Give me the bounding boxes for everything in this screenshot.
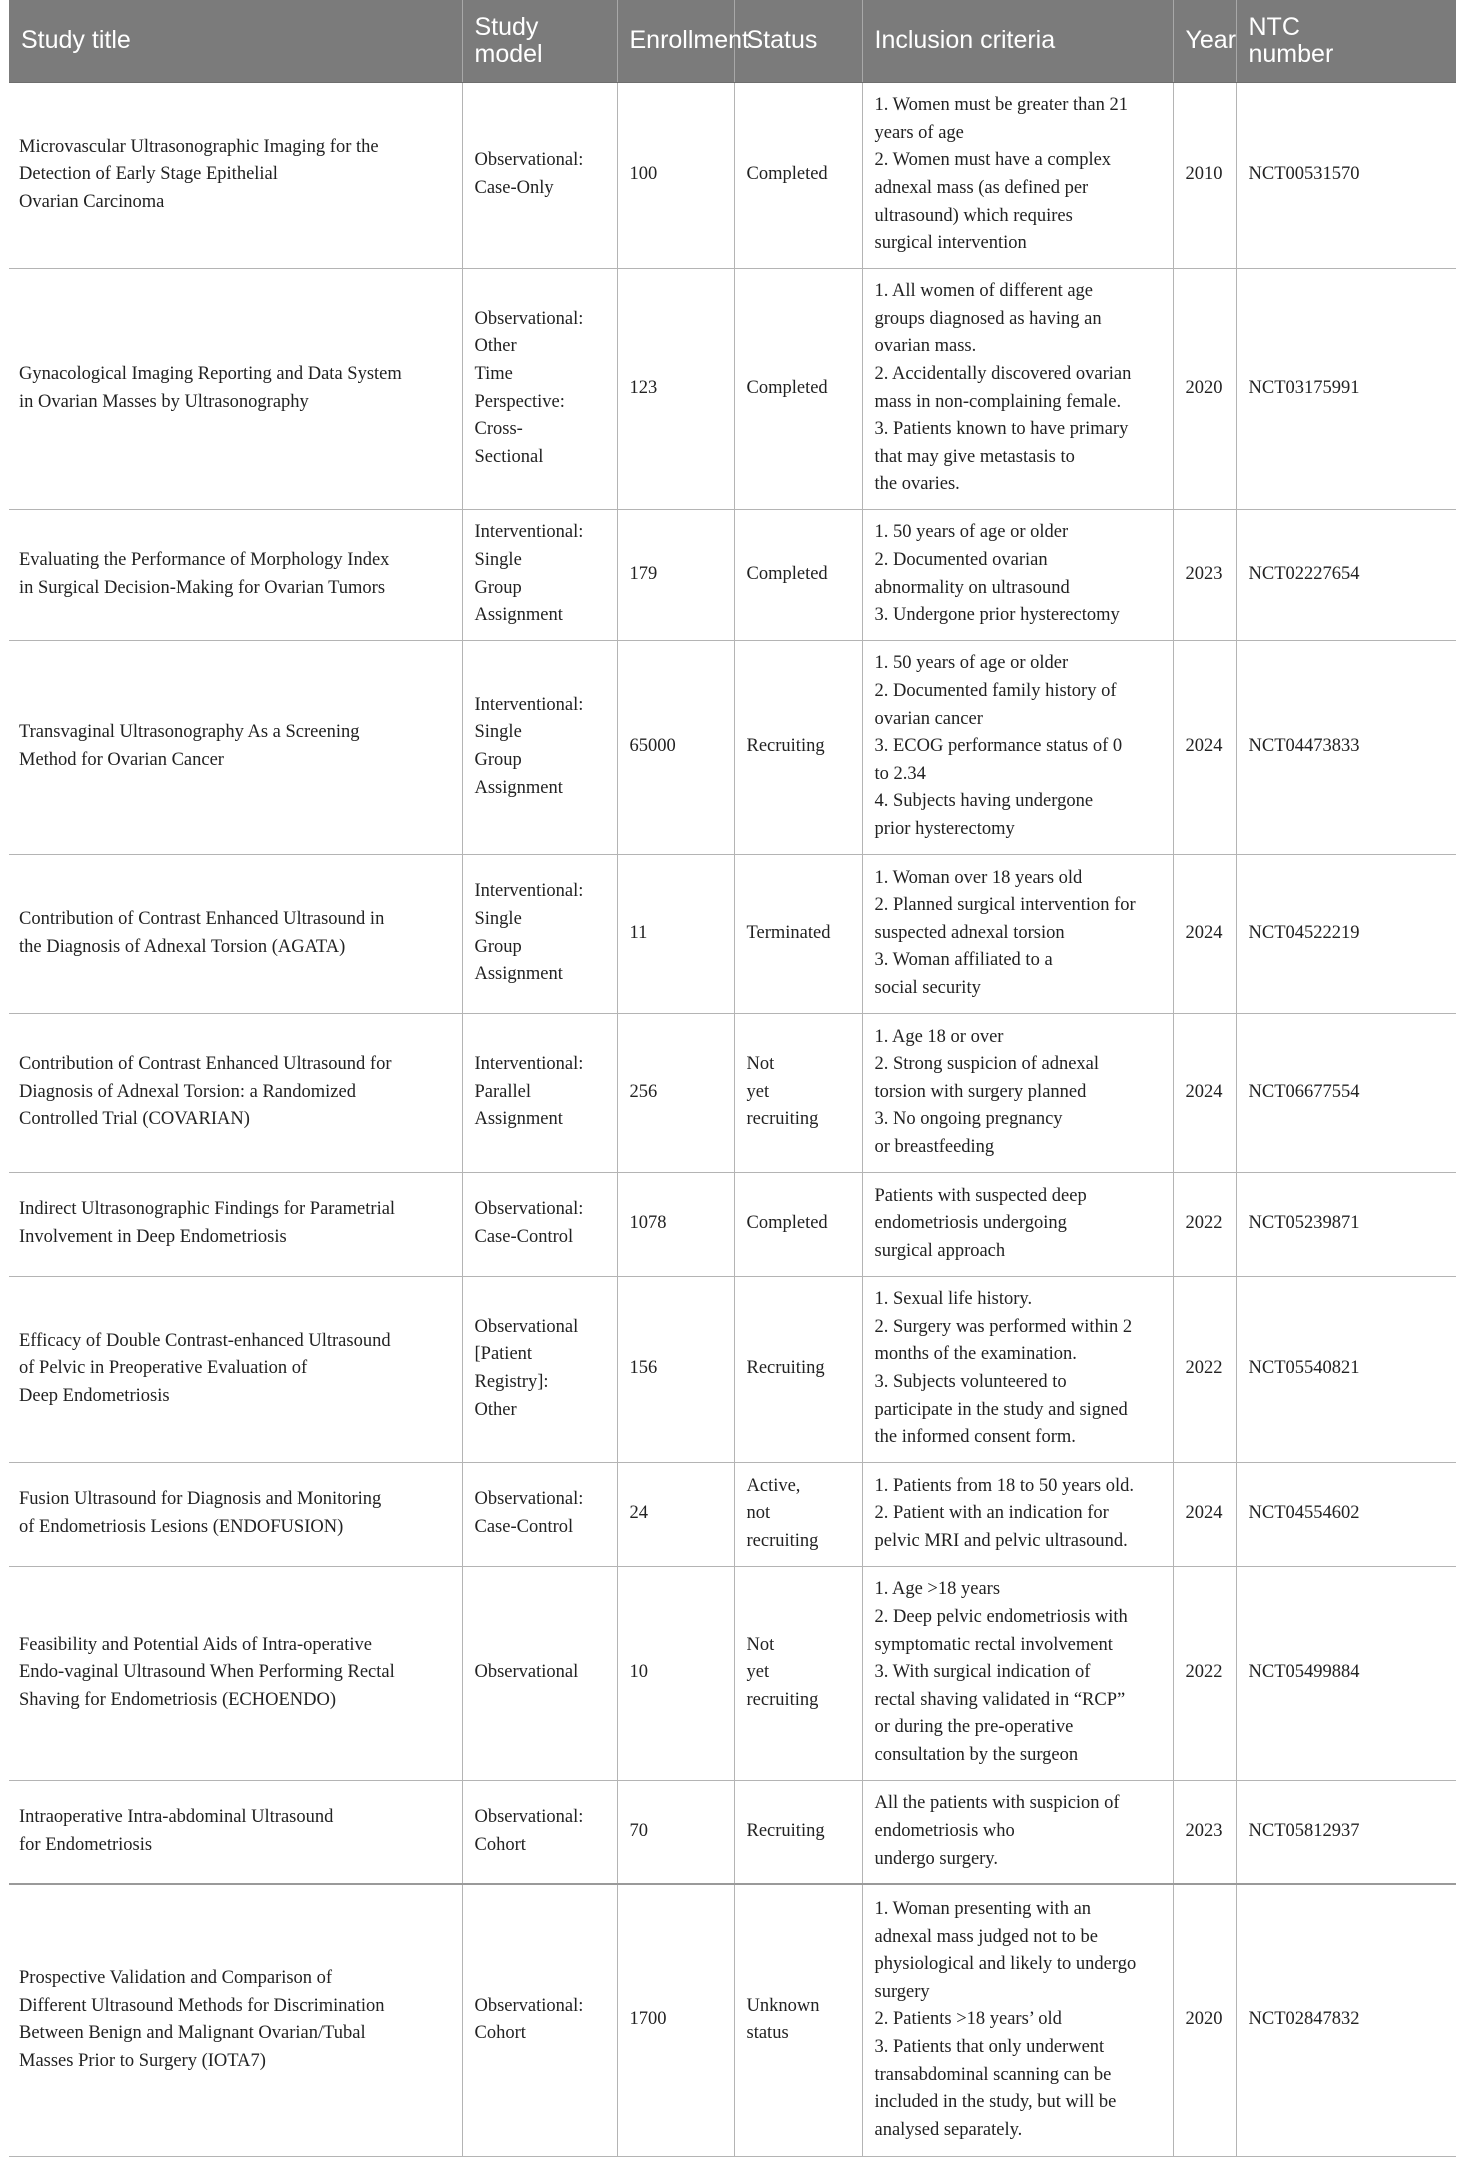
cell-status: Not yet recruiting [734,1013,862,1172]
table-row [9,1462,1456,1566]
table-row [9,82,1456,268]
cell-study-title: Contribution of Contrast Enhanced Ultrasound in the Diagnosis of Adnexal Torsion (AGATA) [9,854,462,1013]
table-row [9,268,1456,509]
col-header-study-model: Study model [462,0,617,82]
cell-study-model: Observational: Case-Only [462,82,617,268]
cell-year: 2022 [1173,1566,1236,1780]
col-header-inclusion-criteria: Inclusion criteria [862,0,1173,82]
cell-status: Completed [734,82,862,268]
cell-study-model: Observational [Patient Registry]: Other [462,1276,617,1462]
cell-study-model: Interventional: Single Group Assignment [462,640,617,854]
cell-ntc-number: NCT05540821 [1236,1276,1456,1462]
table-row [9,640,1456,854]
cell-study-model: Observational: Cohort [462,1780,617,1884]
cell-status: Completed [734,1172,862,1276]
col-header-enrollment: Enrollment [617,0,734,82]
cell-year: 2023 [1173,1780,1236,1884]
cell-inclusion-criteria: 1. Women must be greater than 21 years of age 2. Women must have a complex adnexal mass (as defined per ultrasound) which requires surgical intervention [862,82,1173,268]
cell-ntc-number: NCT04522219 [1236,854,1456,1013]
cell-inclusion-criteria: 1. 50 years of age or older 2. Documented ovarian abnormality on ultrasound 3. Undergone prior hysterectomy [862,509,1173,640]
cell-status: Completed [734,268,862,509]
cell-year: 2024 [1173,1013,1236,1172]
col-header-ntc-number: NTC number [1236,0,1456,82]
cell-inclusion-criteria: Patients with suspected deep endometriosis undergoing surgical approach [862,1172,1173,1276]
col-header-study-title: Study title [9,0,462,82]
table-row [9,509,1456,640]
cell-inclusion-criteria: 1. Sexual life history. 2. Surgery was performed within 2 months of the examination. 3. Subjects volunteered to participate in the study and signed the informed consent form. [862,1276,1173,1462]
cell-enrollment: 156 [617,1276,734,1462]
cell-study-title: Evaluating the Performance of Morphology Index in Surgical Decision-Making for Ovarian Tumors [9,509,462,640]
cell-inclusion-criteria: 1. Age >18 years 2. Deep pelvic endometriosis with symptomatic rectal involvement 3. With surgical indication of rectal shaving validated in “RCP” or during the pre-operative consultation by the surgeon [862,1566,1173,1780]
cell-status: Recruiting [734,1780,862,1884]
table-row [9,1884,1456,2156]
cell-inclusion-criteria: 1. Age 18 or over 2. Strong suspicion of adnexal torsion with surgery planned 3. No ongoing pregnancy or breastfeeding [862,1013,1173,1172]
cell-inclusion-criteria: 1. Woman presenting with an adnexal mass judged not to be physiological and likely to undergo surgery 2. Patients >18 years’ old 3. Patients that only underwent transabdominal scanning can be included in the study, but will be analysed separately. [862,1884,1173,2156]
cell-enrollment: 256 [617,1013,734,1172]
cell-inclusion-criteria: 1. All women of different age groups diagnosed as having an ovarian mass. 2. Accidentally discovered ovarian mass in non-complaining female. 3. Patients known to have primary that may give metastasis to the ovaries. [862,268,1173,509]
cell-status: Not yet recruiting [734,1566,862,1780]
cell-year: 2020 [1173,1884,1236,2156]
cell-inclusion-criteria: 1. Patients from 18 to 50 years old. 2. Patient with an indication for pelvic MRI and pelvic ultrasound. [862,1462,1173,1566]
table-row [9,854,1456,1013]
cell-study-title: Contribution of Contrast Enhanced Ultrasound for Diagnosis of Adnexal Torsion: a Randomized Controlled Trial (COVARIAN) [9,1013,462,1172]
cell-study-title: Gynacological Imaging Reporting and Data System in Ovarian Masses by Ultrasonography [9,268,462,509]
col-header-status: Status [734,0,862,82]
cell-inclusion-criteria: 1. Woman over 18 years old 2. Planned surgical intervention for suspected adnexal torsion 3. Woman affiliated to a social security [862,854,1173,1013]
cell-study-title: Prospective Validation and Comparison of Different Ultrasound Methods for Discrimination Between Benign and Malignant Ovarian/Tubal Masses Prior to Surgery (IOTA7) [9,1884,462,2156]
cell-enrollment: 1700 [617,1884,734,2156]
cell-year: 2024 [1173,640,1236,854]
cell-study-model: Observational: Cohort [462,1884,617,2156]
cell-year: 2022 [1173,1172,1236,1276]
cell-status: Terminated [734,854,862,1013]
cell-year: 2024 [1173,854,1236,1013]
cell-enrollment: 1078 [617,1172,734,1276]
cell-study-model: Observational: Case-Control [462,1172,617,1276]
cell-enrollment: 10 [617,1566,734,1780]
cell-status: Completed [734,509,862,640]
table-row [9,1172,1456,1276]
cell-study-title: Efficacy of Double Contrast-enhanced Ultrasound of Pelvic in Preoperative Evaluation of Deep Endometriosis [9,1276,462,1462]
cell-inclusion-criteria: 1. 50 years of age or older 2. Documented family history of ovarian cancer 3. ECOG performance status of 0 to 2.34 4. Subjects having undergone prior hysterectomy [862,640,1173,854]
cell-study-model: Interventional: Single Group Assignment [462,509,617,640]
cell-year: 2022 [1173,1276,1236,1462]
cell-ntc-number: NCT04473833 [1236,640,1456,854]
cell-year: 2023 [1173,509,1236,640]
table-row [9,1566,1456,1780]
trials-table [9,0,1456,2157]
cell-ntc-number: NCT02227654 [1236,509,1456,640]
cell-enrollment: 11 [617,854,734,1013]
col-header-year: Year [1173,0,1236,82]
cell-year: 2020 [1173,268,1236,509]
cell-study-title: Feasibility and Potential Aids of Intra-operative Endo-vaginal Ultrasound When Performing Rectal Shaving for Endometriosis (ECHOENDO) [9,1566,462,1780]
cell-enrollment: 65000 [617,640,734,854]
cell-inclusion-criteria: All the patients with suspicion of endometriosis who undergo surgery. [862,1780,1173,1884]
cell-year: 2010 [1173,82,1236,268]
cell-study-title: Microvascular Ultrasonographic Imaging for the Detection of Early Stage Epithelial Ovarian Carcinoma [9,82,462,268]
cell-enrollment: 24 [617,1462,734,1566]
cell-year: 2024 [1173,1462,1236,1566]
cell-ntc-number: NCT06677554 [1236,1013,1456,1172]
cell-ntc-number: NCT02847832 [1236,1884,1456,2156]
cell-study-title: Intraoperative Intra-abdominal Ultrasound for Endometriosis [9,1780,462,1884]
cell-study-title: Indirect Ultrasonographic Findings for Parametrial Involvement in Deep Endometriosis [9,1172,462,1276]
cell-study-model: Interventional: Parallel Assignment [462,1013,617,1172]
header-row [9,0,1456,82]
cell-ntc-number: NCT05239871 [1236,1172,1456,1276]
cell-study-model: Observational: Other Time Perspective: Cross- Sectional [462,268,617,509]
cell-enrollment: 70 [617,1780,734,1884]
cell-ntc-number: NCT05499884 [1236,1566,1456,1780]
cell-enrollment: 100 [617,82,734,268]
cell-ntc-number: NCT05812937 [1236,1780,1456,1884]
cell-enrollment: 179 [617,509,734,640]
cell-study-title: Transvaginal Ultrasonography As a Screening Method for Ovarian Cancer [9,640,462,854]
cell-study-model: Observational [462,1566,617,1780]
table-row [9,1780,1456,1884]
cell-enrollment: 123 [617,268,734,509]
cell-status: Recruiting [734,640,862,854]
cell-status: Unknown status [734,1884,862,2156]
cell-ntc-number: NCT00531570 [1236,82,1456,268]
cell-status: Recruiting [734,1276,862,1462]
cell-study-title: Fusion Ultrasound for Diagnosis and Monitoring of Endometriosis Lesions (ENDOFUSION) [9,1462,462,1566]
table-row [9,1013,1456,1172]
cell-study-model: Observational: Case-Control [462,1462,617,1566]
table-row [9,1276,1456,1462]
cell-ntc-number: NCT04554602 [1236,1462,1456,1566]
cell-ntc-number: NCT03175991 [1236,268,1456,509]
cell-status: Active, not recruiting [734,1462,862,1566]
cell-study-model: Interventional: Single Group Assignment [462,854,617,1013]
